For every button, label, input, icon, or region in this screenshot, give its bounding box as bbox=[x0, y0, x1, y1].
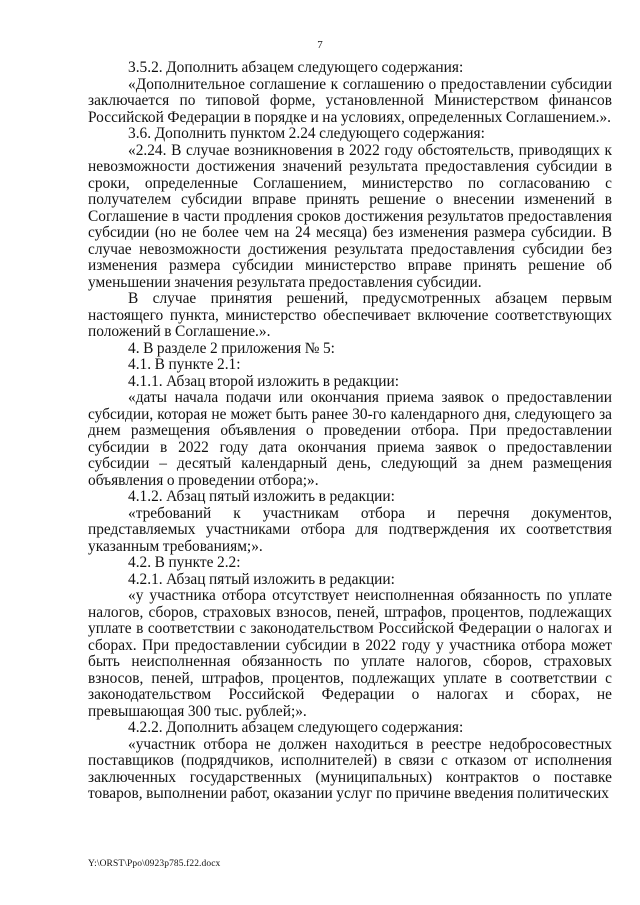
paragraph-3-5-2: 3.5.2. Дополнить абзацем следующего содержания: bbox=[128, 59, 464, 76]
document-body bbox=[88, 60, 612, 803]
paragraph-4-2-1: 4.2.1. Абзац пятый изложить в редакции: bbox=[128, 570, 395, 588]
paragraph-2-24: «2.24. В случае возникновения в 2022 году обстоятельств, приводящих к невозможности достижения значений результата предоставления субсидии в сроки, определенные Соглашением, министерство по согласованию с получателем субсидии вправе принять решение о внесении изменений в Соглашение в части продления сроков достижения результатов предоставления субсидии (но не более чем на 24 месяца) без изменения размера субсидии. В случае невозможности достижения результата предоставления субсидии без изменения размера субсидии министерство вправе принять решение об уменьшении значения результата предоставления субсидии. bbox=[88, 141, 612, 291]
paragraph-4-1-2: 4.1.2. Абзац пятый изложить в редакции: bbox=[128, 488, 395, 505]
paragraph-3-6: 3.6. Дополнить пунктом 2.24 следующего содержания: bbox=[128, 125, 485, 142]
paragraph-decisions: В случае принятия решений, предусмотренных абзацем первым настоящего пункта, министерство обеспечивает включение соответствующих положений в Соглашение.». bbox=[88, 290, 612, 340]
paragraph-4-1: 4.1. В пункте 2.1: bbox=[128, 356, 241, 373]
paragraph-dates: «даты начала подачи или окончания приема заявок о предоставлении субсидии, которая не может быть ранее 30-го календарного дня, следующего за днем размещения объявления о проведении отбора. При предоставлении субсидии в 2022 году дата окончания приема заявок о предоставлении субсидии – десятый календарный день, следующий за днем размещения объявления о проведении отбора;». bbox=[88, 389, 612, 489]
paragraph-requirements: «требований к участникам отбора и перечня документов, представляемых участниками отбора для подтверждения их соответствия указанным требованиям;». bbox=[88, 504, 612, 555]
paragraph-4-2-2: 4.2.2. Дополнить абзацем следующего содержания: bbox=[128, 719, 464, 736]
paragraph-section-4: 4. В разделе 2 приложения № 5: bbox=[128, 339, 335, 357]
paragraph-tax-obligation: «у участника отбора отсутствует неисполненная обязанность по уплате налогов, сборов, страховых взносов, пеней, штрафов, процентов, подлежащих уплате в соответствии с законодательством Российской Федерации о налогах и сборах. При предоставлении субсидии в 2022 году у участника отбора может быть неисполненная обязанность по уплате налогов, сборов, страховых взносов, пеней, штрафов, процентов, подлежащих уплате в соответствии с законодательством Российской Федерации о налогах и сборах, не превышающая 300 тыс. рублей;». bbox=[88, 587, 612, 720]
paragraph-4-2: 4.2. В пункте 2.2: bbox=[128, 554, 241, 571]
paragraph-registry: «участник отбора не должен находиться в реестре недобросовестных поставщиков (подрядчиков, исполнителей) в связи с отказом от исполнения заключенных государственных (муниципальных) контрактов о поставке товаров, выполнении работ, оказании услуг по причине введения политических bbox=[88, 735, 612, 802]
paragraph-4-1-1: 4.1.1. Абзац второй изложить в редакции: bbox=[128, 372, 400, 390]
footer-file-path: Y:\ORST\Ppo\0923p785.f22.docx bbox=[88, 859, 221, 869]
paragraph-additional-agreement: «Дополнительное соглашение к соглашению о предоставлении субсидии заключается по типовой форме, установленной Министерством финансов Российской Федерации в порядке и на условиях, определенных Соглашением.». bbox=[88, 75, 612, 126]
page-number: 7 bbox=[317, 39, 323, 51]
